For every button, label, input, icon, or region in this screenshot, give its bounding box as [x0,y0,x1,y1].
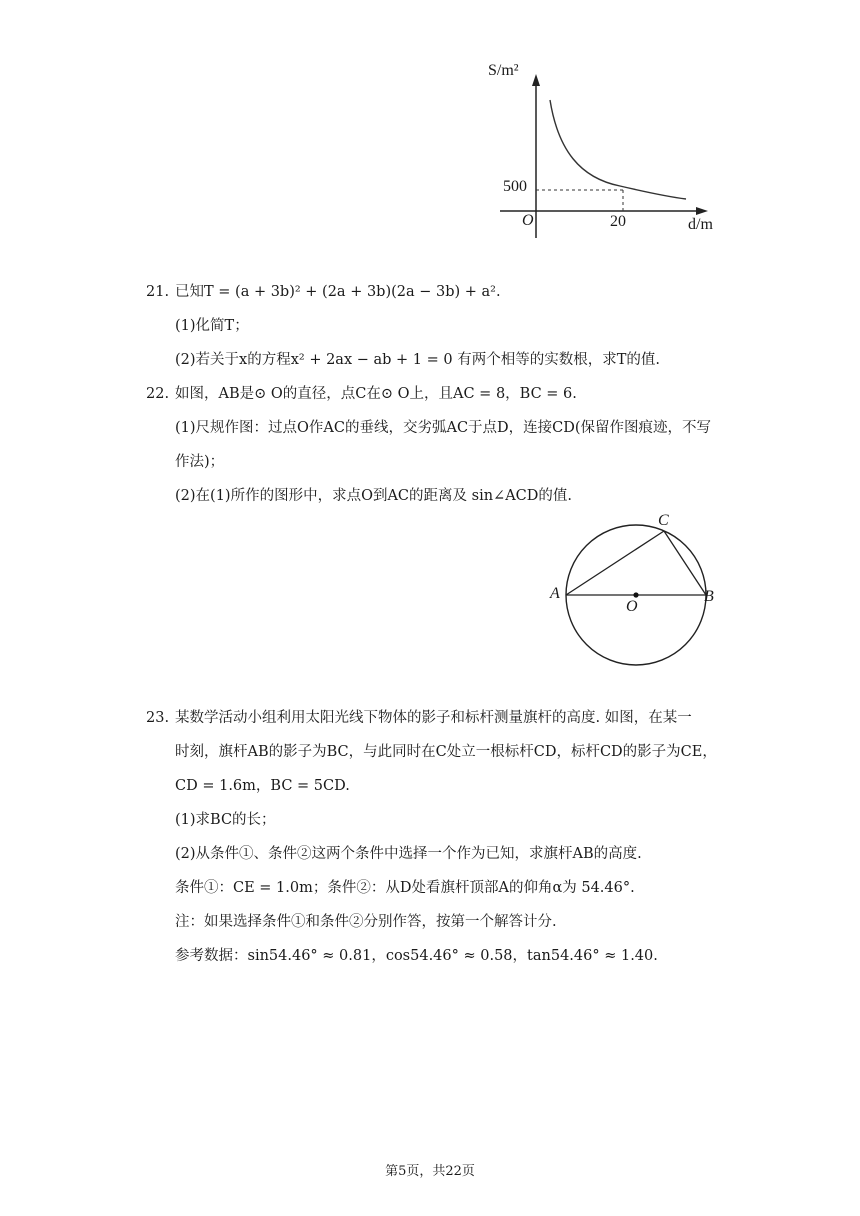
question-reference-data: 参考数据：sin54.46° ≈ 0.81，cos54.46° ≈ 0.58，tan54.46° ≈ 1.40. [175,948,658,964]
point-b-label: B [704,588,714,605]
x-value-label: 20 [610,213,626,230]
y-value-label: 500 [503,178,527,195]
point-o-label: O [626,598,638,615]
point-c-label: C [658,512,669,529]
question-part-2: (2)在(1)所作的图形中，求点O到AC的距离及 sin∠ACD的值. [175,488,573,504]
question-part-1: (1)化简T； [175,318,249,334]
question-part-1: (1)尺规作图：过点O作AC的垂线，交劣弧AC于点D，连接CD(保留作图痕迹，不写 [175,420,712,436]
inverse-function-graph [470,60,730,240]
question-stem-line-3: CD = 1.6m，BC = 5CD. [175,778,350,794]
page-footer: 第5页，共22页 [385,1164,475,1179]
circle-svg [540,510,730,670]
question-conditions: 条件①：CE = 1.0m；条件②：从D处看旗杆顶部A的仰角α为 54.46°. [175,880,635,896]
graph-svg [470,60,730,240]
question-part-2: (2)若关于x的方程x² + 2ax − ab + 1 = 0 有两个相等的实数根，求T的值. [175,352,660,368]
question-part-1: (1)求BC的长； [175,812,276,828]
origin-label: O [522,212,534,229]
question-stem: 如图，AB是⊙ O的直径，点C在⊙ O上，且AC = 8，BC = 6. [175,386,577,402]
question-part-1-continued: 作法)； [175,454,225,470]
question-number: 22. [146,386,170,402]
question-stem-line-1: 某数学活动小组利用太阳光线下物体的影子和标杆测量旗杆的高度. 如图，在某一 [175,710,692,726]
question-note: 注：如果选择条件①和条件②分别作答，按第一个解答计分. [175,914,557,930]
question-stem-line-2: 时刻，旗杆AB的影子为BC，与此同时在C处立一根标杆CD，标杆CD的影子为CE， [175,744,717,760]
question-stem: 已知T = (a + 3b)² + (2a + 3b)(2a − 3b) + a². [175,284,501,300]
x-axis-label: d/m [688,216,713,233]
point-a-label: A [550,585,560,602]
question-number: 23. [146,710,170,726]
question-part-2: (2)从条件①、条件②这两个条件中选择一个作为已知，求旗杆AB的高度. [175,846,642,862]
y-axis-label: S/m² [488,62,519,79]
question-number: 21. [146,284,170,300]
circle-figure [540,510,730,670]
